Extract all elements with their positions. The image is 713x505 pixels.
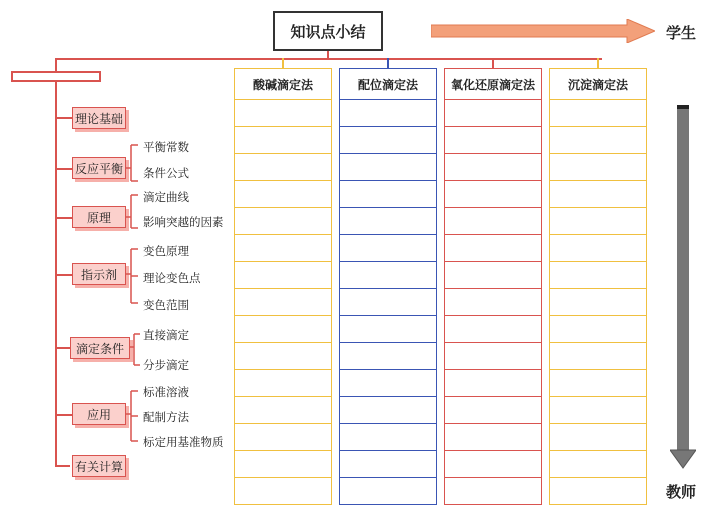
table-cell [234,235,332,262]
table-cell [444,262,542,289]
arrow-down-icon [670,105,696,470]
table-cell [444,451,542,478]
column-complexometric [339,68,437,505]
sub-theoretical-transition-point: 理论变色点 [143,271,201,285]
root-connector [55,58,57,72]
table-cell [339,478,437,505]
sub-titration-curve: 滴定曲线 [143,190,189,204]
table-cell [549,343,647,370]
teacher-label: 教师 [666,483,697,501]
col1-connector [282,58,284,68]
table-cell [234,127,332,154]
branch-line [55,465,70,467]
table-cell [549,154,647,181]
table-cell [549,127,647,154]
table-cell [234,316,332,343]
table-cell [444,478,542,505]
table-cell [549,397,647,424]
table-cell [444,208,542,235]
sub-conditional-formula: 条件公式 [143,166,189,180]
table-cell [549,424,647,451]
sub-color-principle: 变色原理 [143,244,189,258]
sub-stepwise-titration: 分步滴定 [143,358,189,372]
table-cell [339,127,437,154]
bracket-titration-conditions [130,328,142,374]
bracket-indicator [126,244,140,310]
column-header: 沉淀滴定法 [549,68,647,100]
table-cell [234,343,332,370]
column-header: 酸碱滴定法 [234,68,332,100]
table-cell [444,370,542,397]
table-cell [339,316,437,343]
sub-preparation-method: 配制方法 [143,410,189,424]
table-cell [339,343,437,370]
table-cell [339,262,437,289]
table-cell [549,451,647,478]
sub-transition-range: 变色范围 [143,298,189,312]
category-titration-conditions: 滴定条件 [70,337,130,359]
branch-line [55,217,72,219]
column-precipitation [549,68,647,505]
table-cell [339,397,437,424]
table-cell [339,451,437,478]
table-cell [549,181,647,208]
table-cell [234,289,332,316]
table-cell [549,100,647,127]
table-cell [234,397,332,424]
table-cell [444,154,542,181]
category-theory-basis: 理论基础 [72,107,126,129]
category-indicator: 指示剂 [72,263,126,285]
arrow-right-icon [431,19,655,43]
table-cell [549,289,647,316]
column-acid-base [234,68,332,505]
table-cell [339,424,437,451]
branch-line [55,117,72,119]
student-label: 学生 [666,24,697,42]
table-cell [339,100,437,127]
table-cell [444,181,542,208]
table-cell [234,100,332,127]
category-application: 应用 [72,403,126,425]
bracket-application [126,386,140,448]
table-cell [234,154,332,181]
branch-line [55,414,72,416]
table-cell [444,289,542,316]
category-reaction-equilibrium: 反应平衡 [72,157,126,179]
sub-standard-solution: 标准溶液 [143,385,189,399]
col3-connector [492,58,494,68]
table-cell [234,451,332,478]
table-cell [549,478,647,505]
top-bus-line [55,58,602,60]
sub-direct-titration: 直接滴定 [143,328,189,342]
category-calculations: 有关计算 [72,455,126,477]
table-cell [234,208,332,235]
table-cell [549,235,647,262]
table-cell [339,289,437,316]
table-cell [444,316,542,343]
bracket-reaction-equilibrium [126,140,140,186]
column-redox [444,68,542,505]
category-principle: 原理 [72,206,126,228]
table-cell [339,154,437,181]
table-cell [549,262,647,289]
branch-line [55,168,72,170]
table-cell [234,424,332,451]
table-cell [444,397,542,424]
table-cell [444,100,542,127]
root-node [11,71,101,82]
table-cell [549,316,647,343]
table-cell [234,370,332,397]
sub-jump-factors: 影响突越的因素 [143,215,224,229]
table-cell [339,181,437,208]
sub-primary-standard: 标定用基准物质 [143,435,224,449]
column-header: 氧化还原滴定法 [444,68,542,100]
column-header: 配位滴定法 [339,68,437,100]
sub-equilibrium-constant: 平衡常数 [143,140,189,154]
table-cell [549,370,647,397]
table-cell [339,370,437,397]
table-cell [444,424,542,451]
table-cell [234,262,332,289]
table-cell [339,235,437,262]
table-cell [234,478,332,505]
col4-connector [597,58,599,68]
table-cell [444,343,542,370]
page-title: 知识点小结 [273,11,383,51]
table-cell [444,127,542,154]
col2-connector [387,58,389,68]
table-cell [444,235,542,262]
table-cell [234,181,332,208]
branch-line [55,274,72,276]
table-cell [339,208,437,235]
bracket-principle [126,190,140,236]
table-cell [549,208,647,235]
